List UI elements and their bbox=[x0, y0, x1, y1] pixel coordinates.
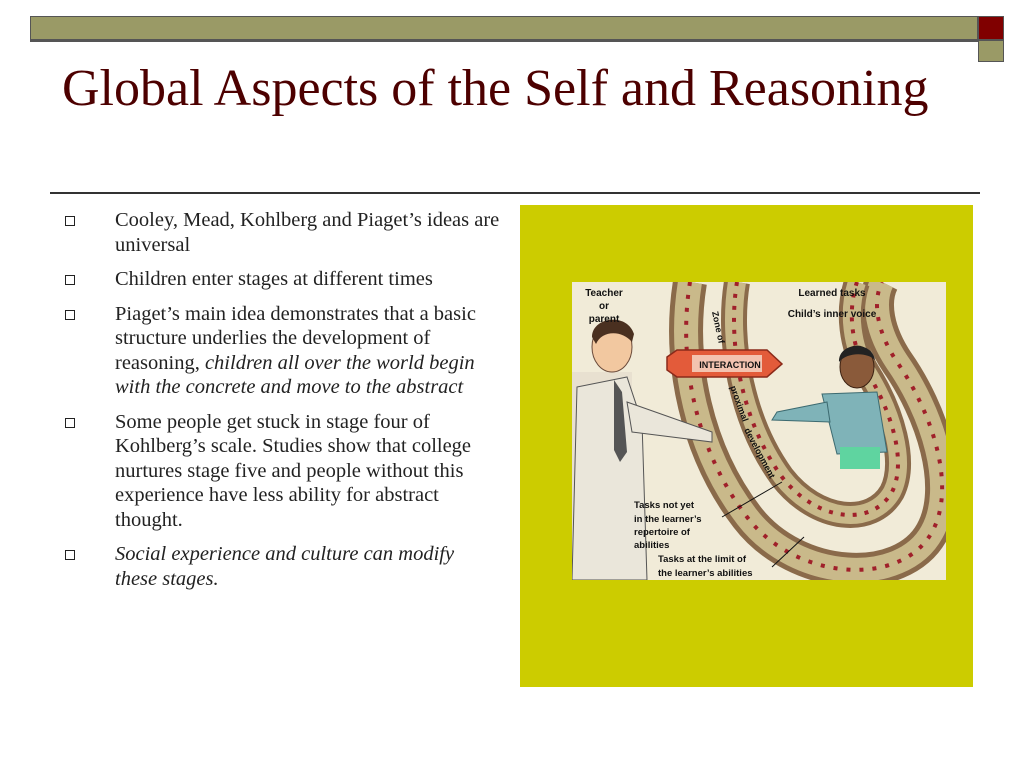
tasks-limit-line2: the learner’s abilities bbox=[658, 568, 753, 579]
bullet-text: Children enter stages at different times bbox=[115, 268, 433, 290]
teacher-label-line2: or bbox=[599, 301, 609, 312]
bullet-item bbox=[60, 410, 500, 533]
bullet-item bbox=[60, 208, 500, 257]
bullet-item bbox=[60, 267, 500, 292]
header-bar bbox=[30, 16, 978, 40]
tasks-not-yet-line1: Tasks not yet bbox=[634, 500, 695, 511]
bullet-text-italic: Social experience and culture can modify these stages. bbox=[115, 543, 455, 590]
zpd-illustration bbox=[572, 282, 946, 580]
slide-title: Global Aspects of the Self and Reasoning bbox=[62, 60, 929, 117]
proximal-label: proximal bbox=[728, 384, 751, 423]
interaction-label: INTERACTION bbox=[699, 360, 761, 370]
development-label: development bbox=[742, 426, 778, 480]
teacher-label-line3: parent bbox=[588, 314, 620, 325]
header-divider bbox=[30, 40, 978, 42]
square-bullet-icon bbox=[65, 275, 75, 285]
zone-label: Zone of bbox=[710, 310, 727, 345]
bullet-text: Piaget’s main idea demonstrates that a basic structure underlies the development of reasoning, bbox=[115, 302, 476, 374]
inner-voice-label: Child’s inner voice bbox=[787, 309, 877, 320]
tasks-limit-line1: Tasks at the limit of bbox=[658, 554, 746, 565]
bullet-item bbox=[60, 542, 500, 591]
bullet-list bbox=[60, 208, 500, 601]
title-rule bbox=[50, 192, 980, 194]
corner-block-olive bbox=[978, 40, 1004, 62]
bullet-text: Cooley, Mead, Kohlberg and Piaget’s ideas are universal bbox=[115, 209, 500, 256]
bullet-item bbox=[60, 302, 500, 400]
corner-block-red bbox=[978, 16, 1004, 40]
tasks-not-yet-line4: abilities bbox=[634, 540, 670, 551]
bullet-text-italic: children all over the world begin with the concrete and move to the abstract bbox=[115, 351, 475, 398]
bullet-text: Some people get stuck in stage four of Kohlberg’s scale. Studies show that college nurtures stage five and people without this experience have less ability for abstract thought. bbox=[115, 410, 472, 531]
square-bullet-icon bbox=[65, 550, 75, 560]
tasks-not-yet-line3: repertoire of bbox=[634, 527, 690, 538]
learned-tasks-label: Learned tasks bbox=[798, 288, 866, 299]
tasks-not-yet-line2: in the learner’s bbox=[634, 514, 702, 525]
square-bullet-icon bbox=[65, 216, 75, 226]
teacher-label-line1: Teacher bbox=[585, 288, 623, 299]
square-bullet-icon bbox=[65, 418, 75, 428]
square-bullet-icon bbox=[65, 310, 75, 320]
